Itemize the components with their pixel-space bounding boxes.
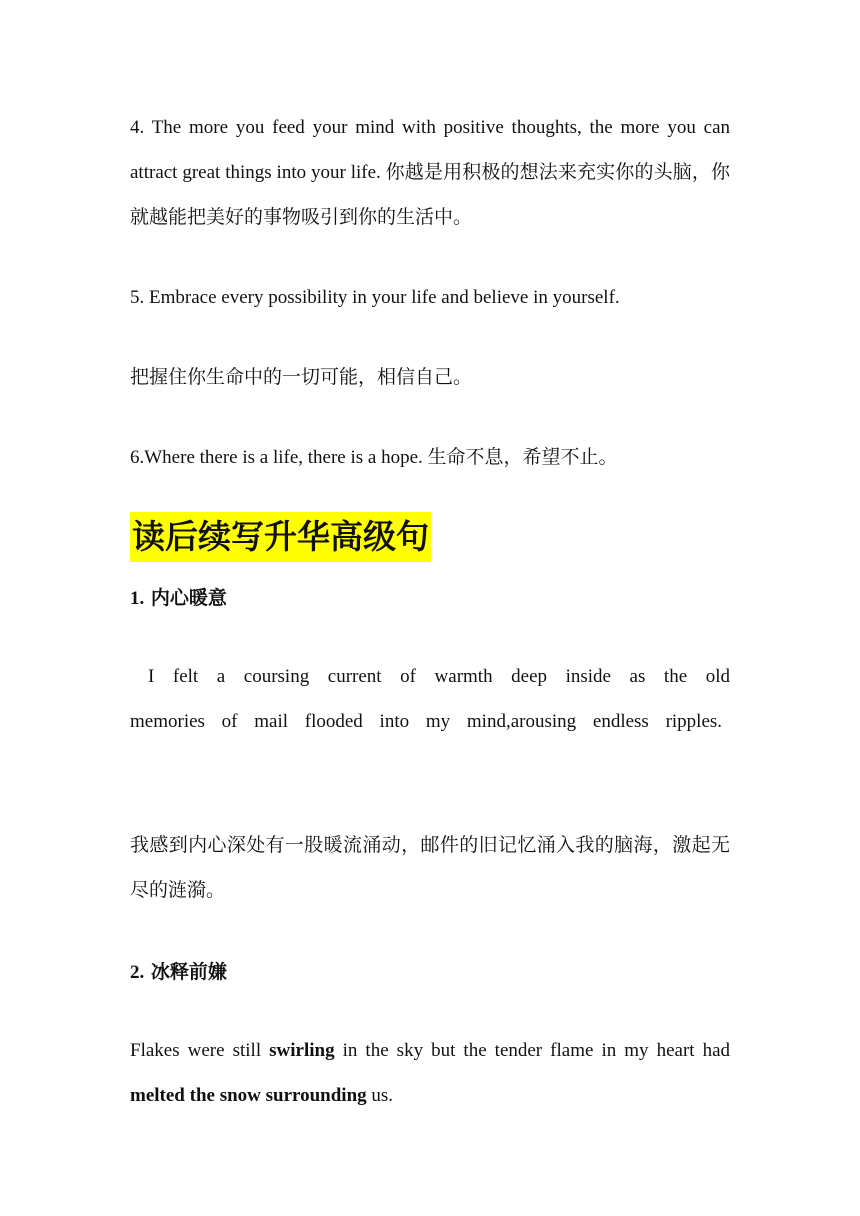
quote-5-english: 5. Embrace every possibility in your life and believe in yourself. — [130, 287, 620, 308]
section-heading: 读后续写升华高级句 — [130, 512, 431, 562]
item-2-number: 2. — [130, 962, 145, 983]
item-1-title — [130, 583, 730, 614]
item-1-title-text: 内心暖意 — [150, 587, 227, 609]
quote-5-chinese: 把握住你生命中的一切可能，相信自己。 — [130, 367, 473, 388]
quote-4: 4. The more you feed your mind with positive thoughts, the more you can attract great things into your life. 你越是用积极的想法来充实你的头脑，你就越能把美好的事物吸引到你的生活中。 — [130, 117, 730, 228]
item-2-english-part: in the sky but the tender flame in my heart had — [334, 1040, 731, 1061]
item-1-chinese: 我感到内心深处有一股暖流涌动，邮件的旧记忆涌入我的脑海，激起无尽的涟漪。 — [130, 835, 730, 901]
item-2-title-text: 冰释前嫌 — [150, 961, 227, 983]
item-2-english-bold: melted the snow surrounding — [130, 1085, 367, 1106]
item-1-english: I felt a coursing current of warmth deep inside as the old memories of mail flooded into my mind,arousing endless ripples. — [130, 666, 730, 732]
item-1-number: 1. — [130, 588, 145, 609]
item-2-english-part: Flakes were still — [130, 1040, 270, 1061]
item-2-english — [130, 1028, 730, 1118]
item-2-title — [130, 957, 730, 988]
quote-6: 6.Where there is a life, there is a hope. 生命不息，希望不止。 — [130, 447, 618, 468]
item-2-english-part: us. — [366, 1085, 394, 1106]
item-2-english-bold: swirling — [269, 1040, 335, 1061]
